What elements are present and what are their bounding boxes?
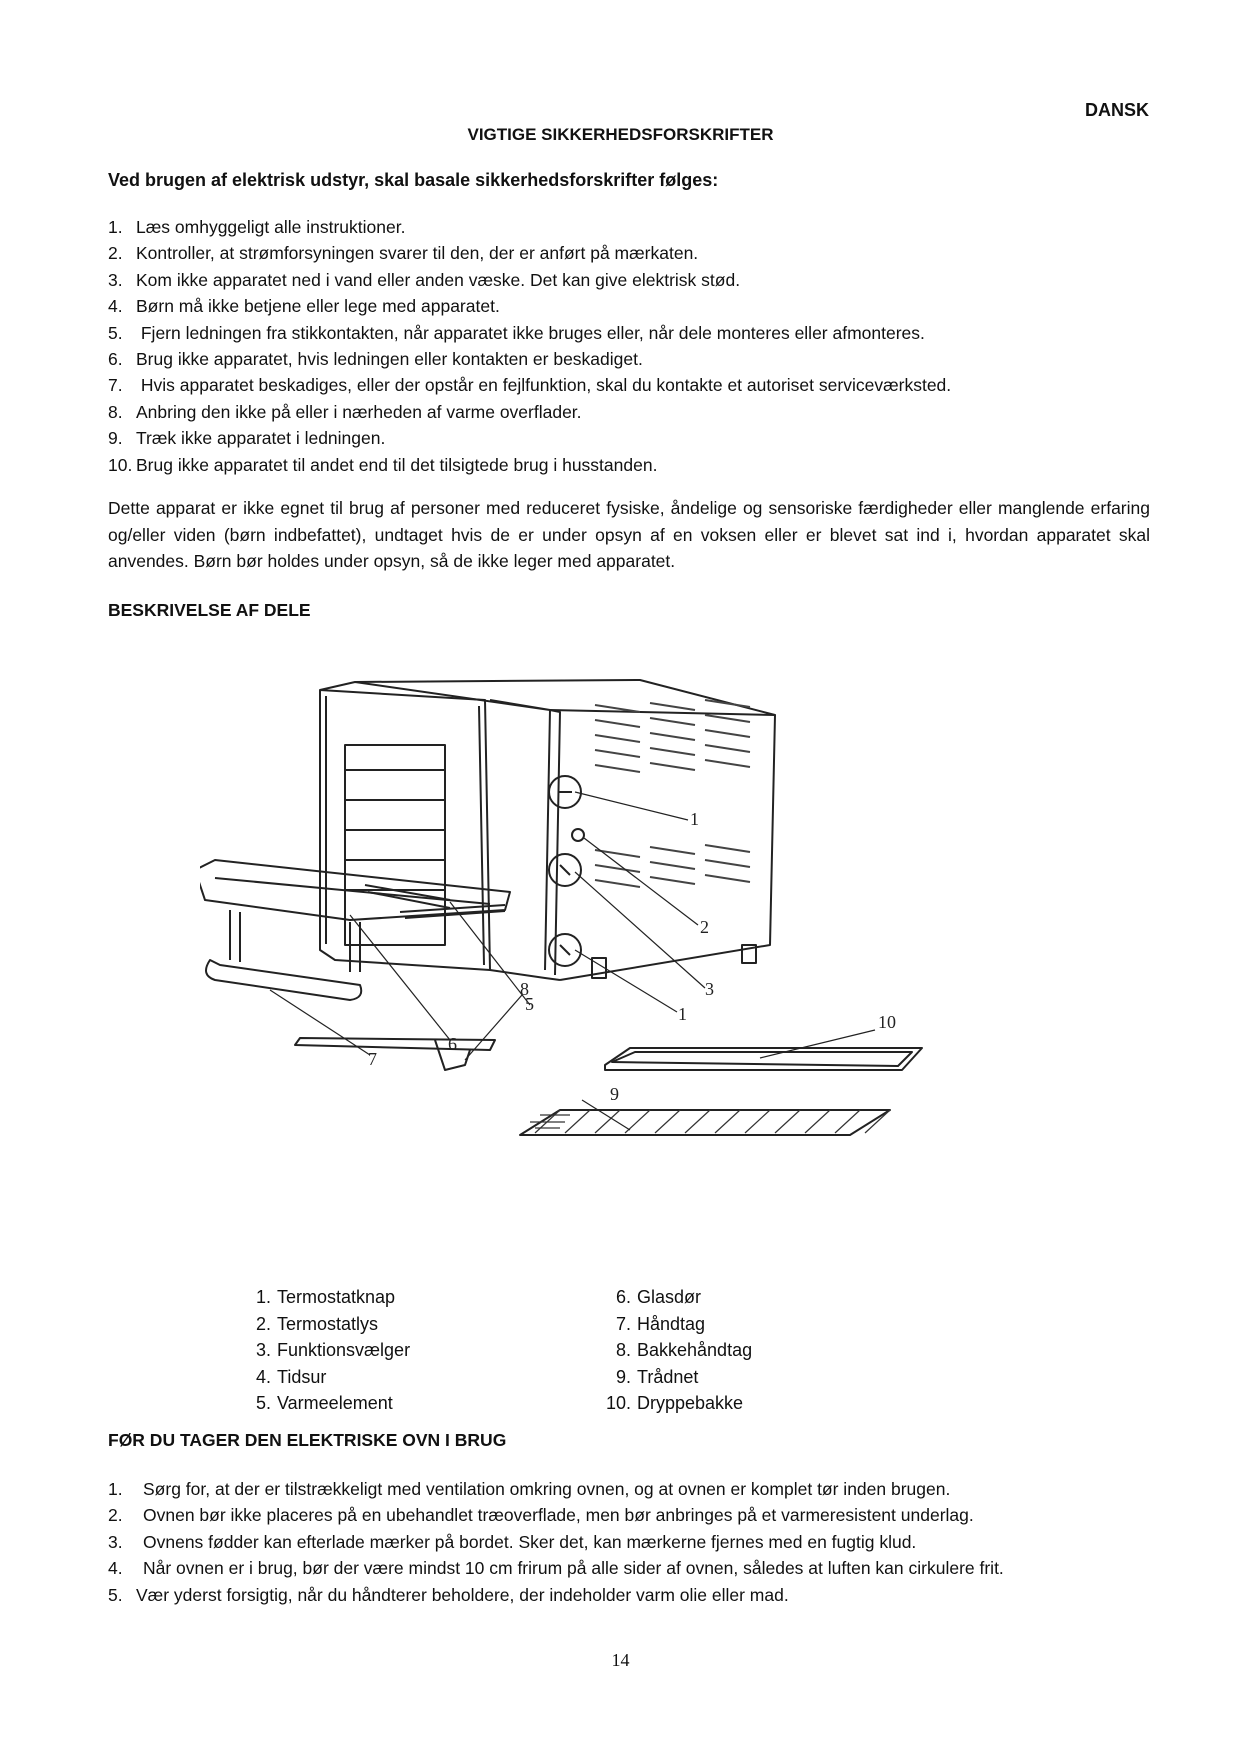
list-item: 5. Fjern ledningen fra stikkontakten, når apparatet ikke bruges eller, når dele monteres eller afmonteres.	[108, 322, 925, 343]
parts-heading: BESKRIVELSE AF DELE	[108, 600, 311, 620]
list-item: 1. Termostatknap	[255, 1287, 396, 1307]
list-item: 7. Håndtag	[615, 1313, 706, 1334]
list-item: 9. Trådnet	[615, 1366, 699, 1387]
list-item: 5. Vær yderst forsigtig, når du håndterer beholdere, der indeholder varm olie eller mad.	[108, 1584, 789, 1605]
callout-label: 1	[690, 809, 699, 829]
list-item: 9. Træk ikke apparatet i ledningen.	[108, 428, 386, 449]
safety-list	[108, 214, 951, 478]
parts-legend-left	[235, 1284, 410, 1417]
list-item: 6. Glasdør	[615, 1287, 702, 1307]
before-use-heading: FØR DU TAGER DEN ELEKTRISKE OVN I BRUG	[108, 1430, 507, 1450]
callout-label: 6	[448, 1034, 457, 1054]
list-item: 1. Læs omhyggeligt alle instruktioner.	[108, 217, 406, 237]
callout-label: 10	[878, 1012, 896, 1032]
language-label: DANSK	[1085, 100, 1150, 120]
oven-parts-diagram	[200, 660, 1080, 1250]
list-item: 6. Brug ikke apparatet, hvis ledningen eller kontakten er beskadiget.	[108, 349, 643, 370]
page-number: 14	[611, 1650, 630, 1670]
list-item: 2. Kontroller, at strømforsyningen svarer til den, der er anført på mærkaten.	[108, 243, 699, 264]
list-item: 4. Tidsur	[255, 1366, 327, 1387]
list-item: 10. Brug ikke apparatet til andet end til det tilsigtede brug i husstanden.	[108, 454, 658, 475]
list-item: 8. Anbring den ikke på eller i nærheden af varme overflader.	[108, 401, 582, 422]
safety-paragraph: Dette apparat er ikke egnet til brug af personer med reduceret fysiske, åndelige og sensoriske færdigheder eller manglende erfaring og/eller viden (børn indbefattet), undtaget hvis de er under opsyn af en voksen eller er blevet sat ind i, hvordan apparatet skal anvendes. Børn bør holdes under opsyn, så de ikke leger med apparatet.	[108, 498, 1150, 571]
page-title: VIGTIGE SIKKERHEDSFORSKRIFTER	[467, 125, 774, 144]
callout-label: 5	[525, 994, 534, 1014]
list-item: 2. Ovnen bør ikke placeres på en ubehandlet træoverflade, men bør anbringes på et varmeresistent underlag.	[108, 1505, 974, 1526]
callout-label: 1	[678, 1004, 687, 1024]
list-item: 5. Varmeelement	[255, 1393, 393, 1413]
list-item: 8. Bakkehåndtag	[615, 1340, 753, 1360]
safety-intro: Ved brugen af elektrisk udstyr, skal basale sikkerhedsforskrifter følges:	[108, 170, 719, 190]
callout-label: 9	[610, 1084, 619, 1104]
callout-label: 8	[520, 979, 529, 999]
callout-label: 3	[705, 979, 714, 999]
list-item: 7. Hvis apparatet beskadiges, eller der opstår en fejlfunktion, skal du kontakte et autoriset serviceværksted.	[108, 375, 952, 396]
list-item: 3. Ovnens fødder kan efterlade mærker på bordet. Sker det, kan mærkerne fjernes med en fugtig klud.	[108, 1531, 917, 1552]
list-item: 1. Sørg for, at der er tilstrækkeligt med ventilation omkring ovnen, og at ovnen er komplet tør inden brugen.	[108, 1479, 951, 1499]
callout-label: 2	[700, 917, 709, 937]
callout-label: 7	[368, 1049, 377, 1069]
list-item: 10. Dryppebakke	[605, 1393, 744, 1413]
list-item: 3. Kom ikke apparatet ned i vand eller anden væske. Det kan give elektrisk stød.	[108, 269, 741, 290]
parts-legend-right	[595, 1284, 752, 1417]
list-item: 4. Børn må ikke betjene eller lege med apparatet.	[108, 296, 500, 317]
before-use-list	[108, 1476, 1004, 1608]
list-item: 2. Termostatlys	[255, 1313, 379, 1334]
list-item: 4. Når ovnen er i brug, bør der være mindst 10 cm frirum på alle sider af ovnen, således at luften kan cirkulere frit.	[108, 1558, 1004, 1579]
list-item: 3. Funktionsvælger	[255, 1340, 411, 1360]
